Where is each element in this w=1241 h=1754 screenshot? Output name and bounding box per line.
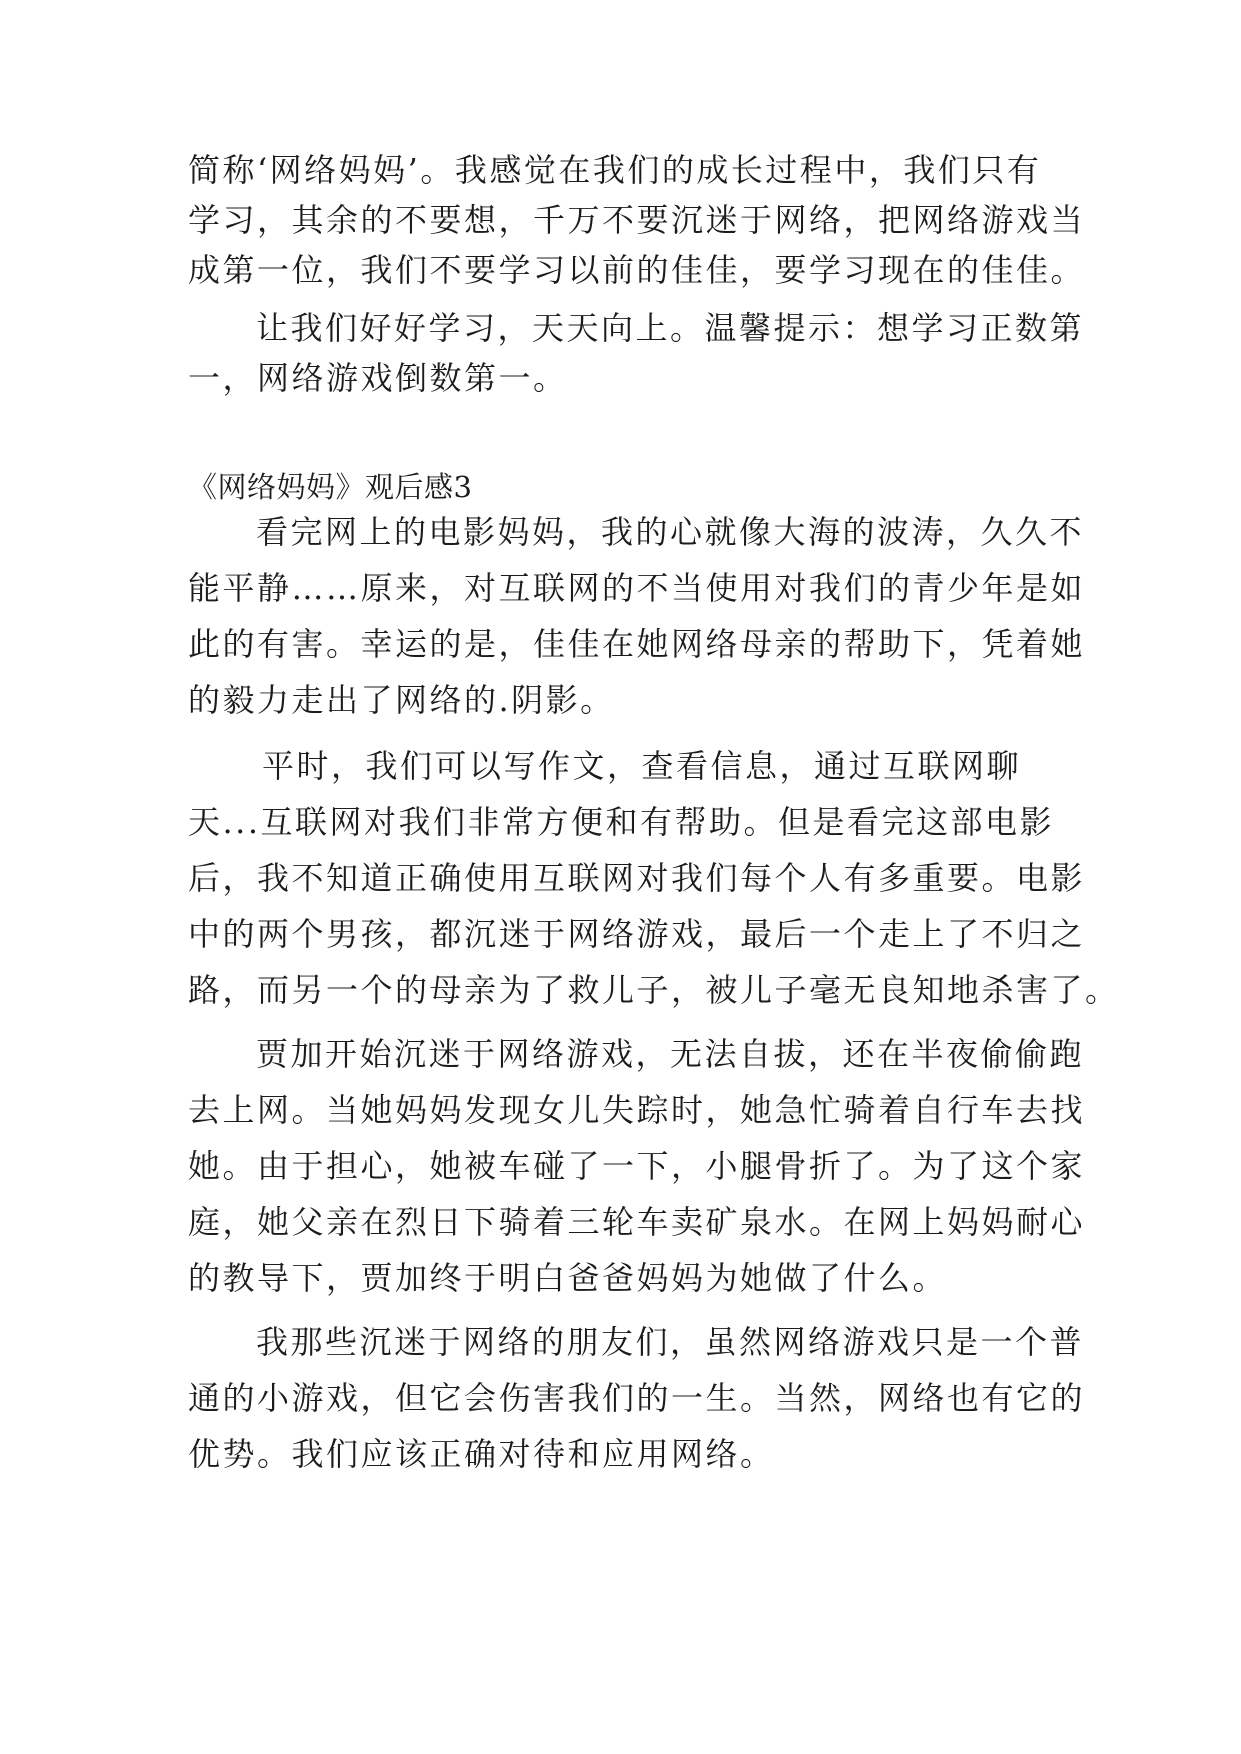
section-title: 《网络妈妈》观后感3 — [188, 470, 473, 504]
paragraph-line: 看完网上的电影妈妈，我的心就像大海的波涛，久久不 — [256, 513, 1085, 551]
paragraph-line: 学习，其余的不要想，千万不要沉迷于网络，把网络游戏当 — [188, 201, 1086, 239]
paragraph-line: 优势。我们应该正确对待和应用网络。 — [188, 1435, 775, 1473]
paragraph-line: 中的两个男孩，都沉迷于网络游戏，最后一个走上了不归之 — [188, 915, 1086, 953]
paragraph-line: 此的有害。幸运的是，佳佳在她网络母亲的帮助下，凭着她 — [188, 625, 1086, 663]
paragraph-line: 一，网络游戏倒数第一。 — [188, 359, 568, 397]
paragraph-line: 贾加开始沉迷于网络游戏，无法自拔，还在半夜偷偷跑 — [256, 1035, 1085, 1073]
paragraph-line: 她。由于担心，她被车碰了一下，小腿骨折了。为了这个家 — [188, 1147, 1086, 1185]
paragraph-line: 能平静……原来，对互联网的不当使用对我们的青少年是如 — [188, 569, 1086, 607]
paragraph-line: 通的小游戏，但它会伤害我们的一生。当然，网络也有它的 — [188, 1379, 1086, 1417]
paragraph-line: 我那些沉迷于网络的朋友们，虽然网络游戏只是一个普 — [256, 1323, 1085, 1361]
paragraph-line: 天...互联网对我们非常方便和有帮助。但是看完这部电影 — [188, 803, 1055, 841]
paragraph-line: 后，我不知道正确使用互联网对我们每个人有多重要。电影 — [188, 859, 1086, 897]
paragraph-line: 平时，我们可以写作文，查看信息，通过互联网聊 — [262, 747, 1022, 785]
paragraph-line: 简称‘网络妈妈’。我感觉在我们的成长过程中，我们只有 — [188, 151, 1042, 189]
paragraph-line: 庭，她父亲在烈日下骑着三轮车卖矿泉水。在网上妈妈耐心 — [188, 1203, 1086, 1241]
paragraph-line: 成第一位，我们不要学习以前的佳佳，要学习现在的佳佳。 — [188, 251, 1086, 289]
paragraph-line: 的教导下，贾加终于明白爸爸妈妈为她做了什么。 — [188, 1259, 948, 1297]
paragraph-line: 路，而另一个的母亲为了救儿子，被儿子毫无良知地杀害了。 — [188, 971, 1120, 1009]
paragraph-line: 去上网。当她妈妈发现女儿失踪时，她急忙骑着自行车去找 — [188, 1091, 1086, 1129]
paragraph-line: 的毅力走出了网络的.阴影。 — [188, 681, 615, 719]
paragraph-line: 让我们好好学习，天天向上。温馨提示：想学习正数第 — [256, 309, 1085, 347]
